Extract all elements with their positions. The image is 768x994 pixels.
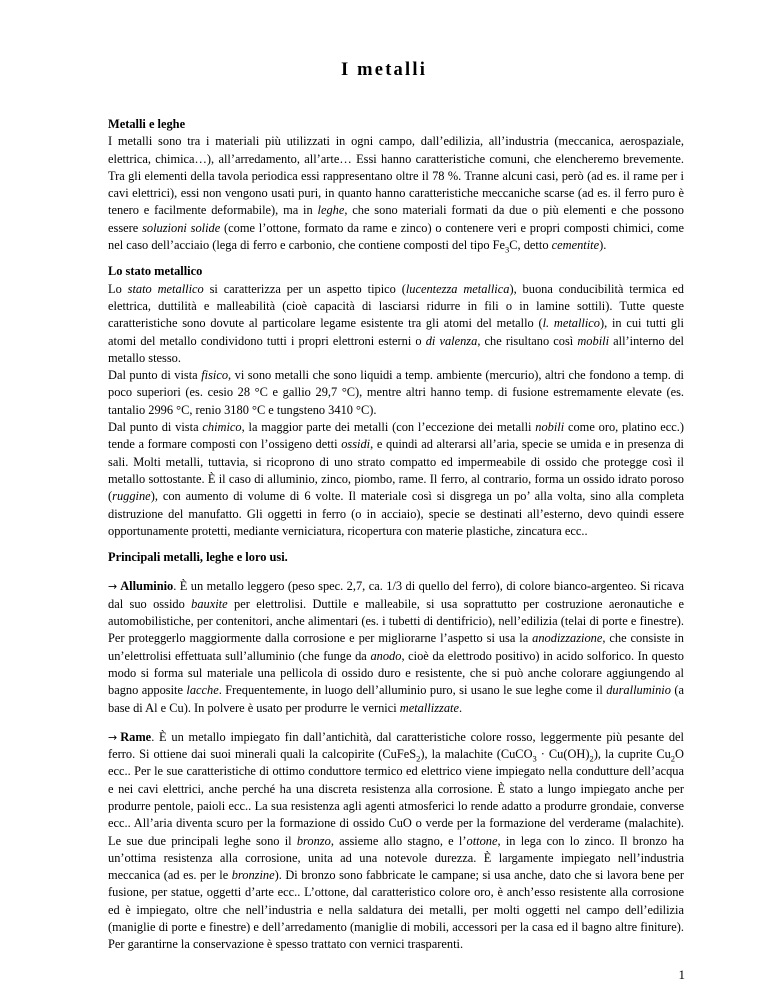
- metal-paragraph: → Alluminio. È un metallo leggero (peso spec. 2,7, ca. 1/3 di quello del ferro), di colore bianco-argenteo. Si ricava dal suo ossido bauxite per elettrolisi. Duttile e malleabile, si usa soprattutto per costruzione aeronautiche e automobilistiche, per contenitori, anche alimentari (es. i tubetti di dentifricio), nell’edilizia (telai di porte e finestre). Per proteggerlo maggiormente dalla corrosione e per migliorarne l’aspetto si usa la anodizzazione, che consiste in un’elettrolisi effettuata sull’alluminio (che funge da anodo, cioè da elettrodo positivo) in acido solforico. In questo modo si forma sul materiale una pellicola di ossido duro e resistente, che si può anche colorare aggiungendo al bagno apposite lacche. Frequentemente, in luogo dell’alluminio puro, si usano le sue leghe come il duralluminio (a base di Al e Cu). In polvere è usato per produrre le vernici metallizzate.: [108, 579, 684, 715]
- section-heading: Lo stato metallico: [108, 264, 203, 279]
- metals-subheading: Principali metalli, leghe e loro usi.: [108, 550, 288, 565]
- section: [108, 116, 684, 254]
- section-paragraph: Lo stato metallico si caratterizza per un aspetto tipico (lucentezza metallica), buona conducibilità termica ed elettrica, duttilità e malleabilità (cioè capacità di lasciarsi ridurre in fili o in lamine sottili). Tutte queste caratteristiche sono dovute al particolare legame esistente tra gli atomi del metallo (l. metallico), in cui tutti gli atomi del metallo condividono tutti i propri elettroni esterni o di valenza, che risultano così mobili all’interno del metallo stesso.: [108, 281, 684, 365]
- section-paragraph: Dal punto di vista fisico, vi sono metalli che sono liquidi a temp. ambiente (mercurio), altri che fondono a temp. di poco superiori (es. cesio 28 °C e gallio 29,7 °C), mentre altri hanno temp. di fusione estremamente elevate (es. tantalio 2996 °C, renio 3180 °C e tungsteno 3410 °C).: [108, 368, 684, 417]
- page-title: I metalli: [340, 60, 428, 80]
- arrow-right-icon: →: [108, 730, 118, 744]
- sections-container: [108, 116, 684, 540]
- section: [108, 263, 684, 540]
- document-body: [108, 116, 684, 966]
- section-heading: Metalli e leghe: [108, 117, 186, 131]
- metal-name: Alluminio: [120, 579, 174, 594]
- metal-paragraph: → Rame. È un metallo impiegato fin dall’antichità, dal caratteristiche colore rosso, leggermente più pesante del ferro. Si ottiene dai suoi minerali quali la calcopirite (CuFeS$_2$), la malachite (CuCO$_3$ · $Cu(OH)_2$), la cuprite $Cu_2O$ ecc.. Per le sue caratteristiche di ottimo conduttore termico ed elettrico viene impiegato nella condutture dell’acqua e nei cavi elettrici, anche perché ha una discreta resistenza alla corrosione. È stato a lungo impiegato anche per produrre pentole, paioli ecc.. La sua resistenza agli agenti atmosferici lo rende adatto a produrre grondaie, converse ecc.. All’aria diventa scuro per la formazione di ossido CuO o verde per la formazione del verderame (malachite). Le sue due principali leghe sono il bronzo, assieme allo stagno, e l’ottone, in lega con lo zinco. Il bronzo ha un’ottima resistenza alla corrosione, unita ad una notevole durezza. È largamente impiegato nell’industria meccanica (ad es. per le bronzine). Di bronzo sono fabbricate le campane; si usa anche, dato che si lavora bene per fusione, per statue, oggetti d’arte ecc.. L’ottone, dal caratteristico colore oro, è anch’esso resistente alla corrosione ed è impiegato, oltre che nell’industria e nella saldatura dei metalli, per molti oggetti nel campo dell’edilizia (maniglie di porte e finestre) e dell’arredamento (maniglie di mobili, accessori per la casa ed il bagno altre finiture). Per garantirne la conservazione è spesso trattato con vernici trasparenti.: [108, 729, 684, 952]
- metal-name: Rame: [120, 729, 152, 744]
- page-number: 1: [678, 967, 685, 982]
- metals-list: [108, 578, 684, 953]
- metal-entry: [108, 729, 684, 954]
- metal-entry: [108, 578, 684, 716]
- section-paragraph: I metalli sono tra i materiali più utilizzati in ogni campo, dall’edilizia, all’industria (meccanica, aerospaziale, elettrica, chimica…), all’arredamento, all’arte… Essi hanno caratteristiche comuni, che elencheremo brevemente. Tra gli elementi della tavola periodica essi rappresentano oltre il 78 %. Tranne alcuni casi, però (ad es. il rame per i cavi elettrici), essi non vengono usati puri, in quanto hanno caratteristiche meccaniche scarse (ad es. il ferro puro è tenero e facilmente deformabile), ma in leghe, che sono materiali formati da due o più elementi e che possono essere soluzioni solide (come l’ottone, formato da rame e zinco) o contenere veri e propri composti chimici, come nel caso dell’acciaio (lega di ferro e carbonio, che contiene composti del tipo $Fe_3C$, detto cementite).: [108, 134, 684, 255]
- section-paragraph: Dal punto di vista chimico, la maggior parte dei metalli (con l’eccezione dei metalli nobili come oro, platino ecc.) tende a formare composti con l’ossigeno detti ossidi, e quindi ad alterarsi all’aria, specie se umida e in presenza di sali. Molti metalli, tuttavia, si ricoprono di uno strato compatto ed impermeabile di ossido che protegge così il metallo sottostante. È il caso di alluminio, zinco, piombo, rame. Il ferro, al contrario, forma un ossido idrato poroso (ruggine), con aumento di volume di 6 volte. Il materiale così si disgrega un po’ alla volta, sino alla completa distruzione del manufatto. Gli oggetti in ferro (o in acciaio), specie se destinati all’esterno, devo quindi essere opportunamente protetti, mediante verniciatura, ricopertura con materie plastiche, zincatura ecc..: [108, 420, 684, 538]
- arrow-right-icon: →: [108, 580, 118, 594]
